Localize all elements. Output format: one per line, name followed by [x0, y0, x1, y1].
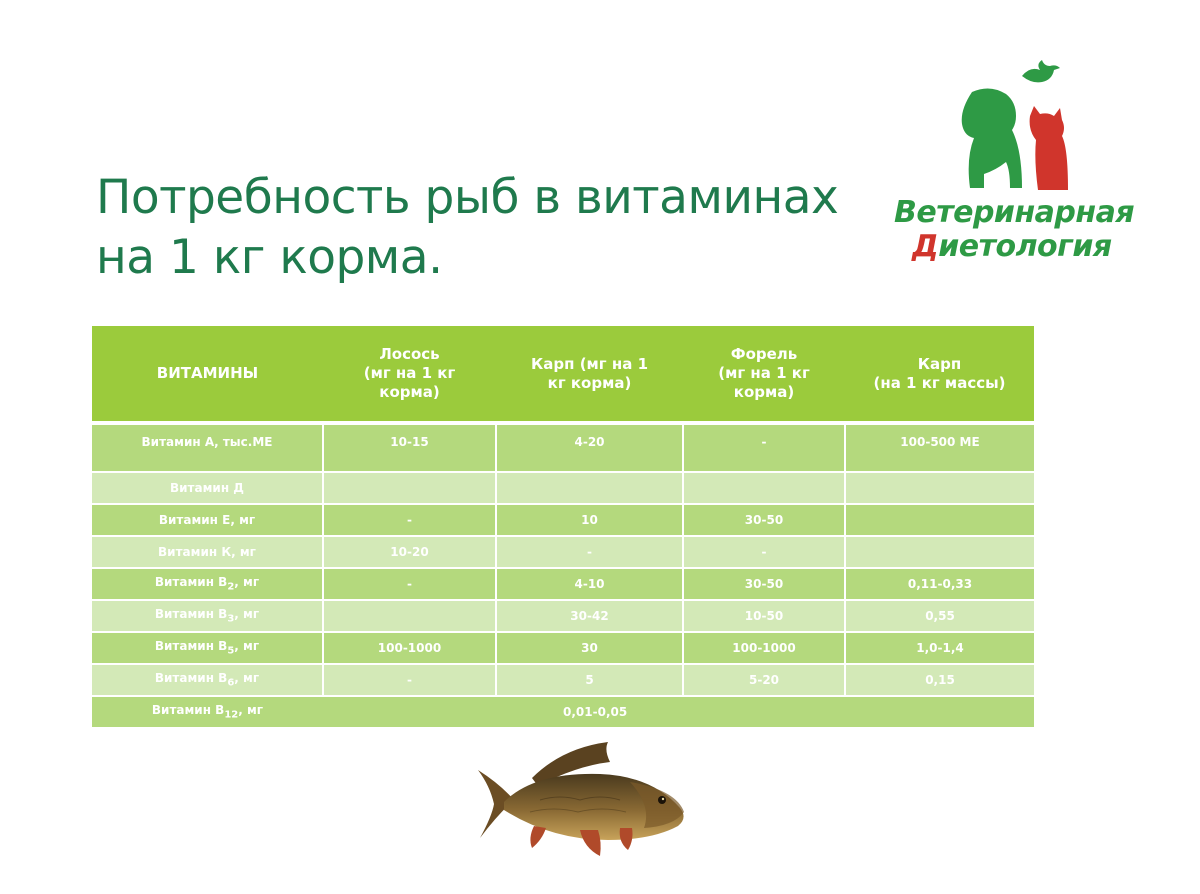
title-line-2: на 1 кг корма. — [96, 230, 443, 285]
title-line-1: Потребность рыб в витаминах — [96, 170, 839, 225]
header-carp-mass: Карп (на 1 кг массы) — [845, 326, 1034, 423]
table-row: Витамин А, тыс.МЕ 10-15 4-20 - 100-500 МЕ — [92, 423, 1034, 472]
table-row: Витамин К, мг 10-20 - - — [92, 536, 1034, 568]
vitamin-table — [92, 326, 1034, 729]
table-row: Витамин Д — [92, 472, 1034, 504]
brand-logo — [880, 52, 1150, 272]
header-trout: Форель (мг на 1 кг корма) — [683, 326, 845, 423]
table-row: Витамин Е, мг - 10 30-50 — [92, 504, 1034, 536]
logo-text — [894, 196, 1134, 264]
table-header-row — [92, 326, 1034, 423]
table-row: Витамин $В_2$, мг - 4-10 30-50 0,11-0,33 — [92, 568, 1034, 600]
dog-cat-bird-logo-icon — [880, 52, 1150, 202]
header-salmon: Лосось (мг на 1 кг корма) — [323, 326, 496, 423]
logo-line-1: Ветеринарная — [894, 195, 1135, 230]
carp-fish-icon — [470, 742, 702, 860]
header-vitamins: ВИТАМИНЫ — [92, 326, 323, 423]
logo-line-2: Диетология — [912, 229, 1112, 264]
header-carp-feed: Карп (мг на 1 кг корма) — [496, 326, 683, 423]
table-row: Витамин $В_{12}$, мг 0,01-0,05 — [92, 696, 1034, 728]
table-row: Витамин $В_5$, мг 100-1000 30 100-1000 1,0-1,4 — [92, 632, 1034, 664]
page-title — [96, 168, 838, 288]
table-row: Витамин $В_3$, мг 30-42 10-50 0,55 — [92, 600, 1034, 632]
table-row: Витамин $В_6$, мг - 5 5-20 0,15 — [92, 664, 1034, 696]
